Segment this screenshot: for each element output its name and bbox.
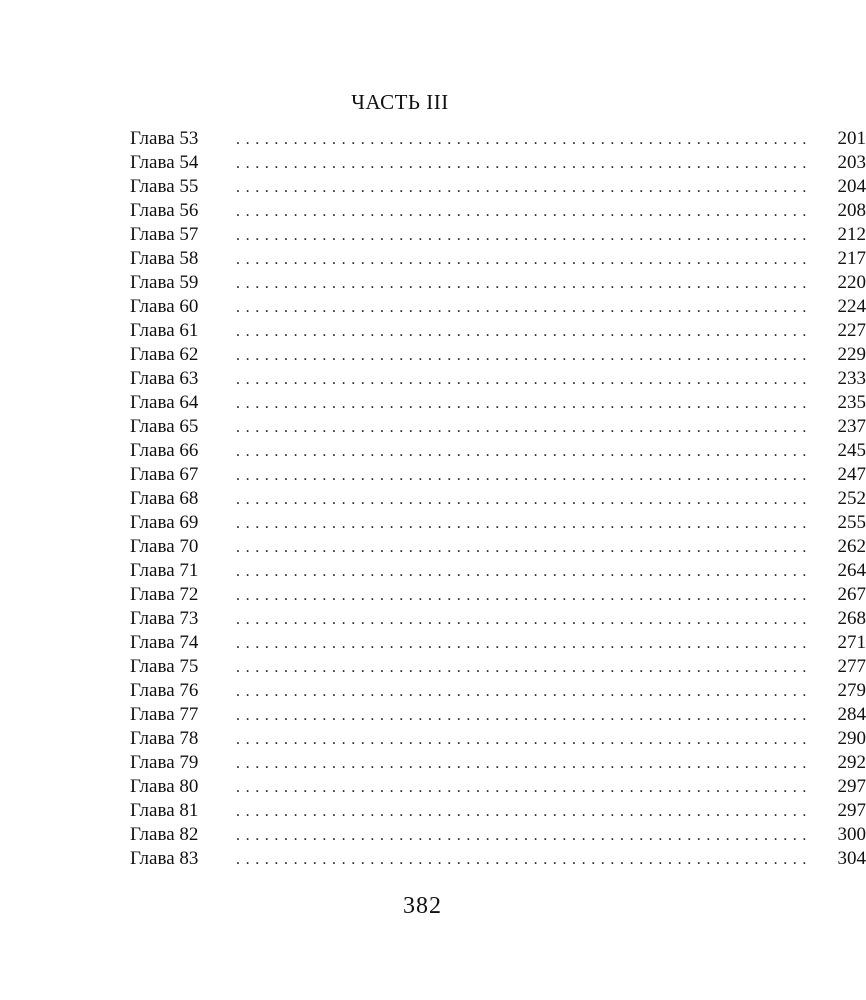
chapter-title: Глава 58 (130, 248, 199, 269)
toc-entry (130, 631, 866, 655)
chapter-page-number: 252 (837, 488, 866, 509)
dot-leader: ............................................................ (236, 251, 812, 268)
chapter-title: Глава 57 (130, 224, 199, 245)
chapter-page-number: 212 (837, 224, 866, 245)
toc-entry (130, 319, 866, 343)
chapter-title: Глава 83 (130, 848, 199, 869)
chapter-page-number: 304 (837, 848, 866, 869)
chapter-title: Глава 60 (130, 296, 199, 317)
chapter-page-number: 277 (837, 656, 866, 677)
chapter-page-number: 220 (837, 272, 866, 293)
dot-leader: ............................................................ (236, 683, 812, 700)
dot-leader: ............................................................ (236, 635, 812, 652)
chapter-title: Глава 55 (130, 176, 199, 197)
dot-leader: ............................................................ (236, 827, 812, 844)
dot-leader: ............................................................ (236, 587, 812, 604)
chapter-title: Глава 81 (130, 800, 199, 821)
chapter-page-number: 217 (837, 248, 866, 269)
toc-entry (130, 463, 866, 487)
chapter-title: Глава 64 (130, 392, 199, 413)
chapter-page-number: 227 (837, 320, 866, 341)
dot-leader: ............................................................ (236, 203, 812, 220)
chapter-page-number: 237 (837, 416, 866, 437)
dot-leader: ............................................................ (236, 275, 812, 292)
chapter-title: Глава 79 (130, 752, 199, 773)
dot-leader: ............................................................ (236, 707, 812, 724)
chapter-page-number: 271 (837, 632, 866, 653)
chapter-title: Глава 74 (130, 632, 199, 653)
dot-leader: ............................................................ (236, 491, 812, 508)
toc-entry (130, 343, 866, 367)
toc-entry (130, 727, 866, 751)
chapter-page-number: 235 (837, 392, 866, 413)
toc-entry (130, 199, 866, 223)
toc-entry (130, 391, 866, 415)
chapter-title: Глава 78 (130, 728, 199, 749)
chapter-page-number: 208 (837, 200, 866, 221)
chapter-title: Глава 67 (130, 464, 199, 485)
dot-leader: ............................................................ (236, 179, 812, 196)
dot-leader: ............................................................ (236, 515, 812, 532)
toc-entry (130, 583, 866, 607)
chapter-page-number: 267 (837, 584, 866, 605)
toc-entry (130, 295, 866, 319)
table-of-contents (130, 127, 866, 871)
toc-entry (130, 535, 866, 559)
toc-entry (130, 415, 866, 439)
dot-leader: ............................................................ (236, 659, 812, 676)
dot-leader: ............................................................ (236, 227, 812, 244)
chapter-page-number: 268 (837, 608, 866, 629)
chapter-title: Глава 75 (130, 656, 199, 677)
chapter-title: Глава 61 (130, 320, 199, 341)
chapter-page-number: 262 (837, 536, 866, 557)
section-heading: ЧАСТЬ III (351, 90, 449, 114)
chapter-page-number: 203 (837, 152, 866, 173)
toc-entry (130, 775, 866, 799)
chapter-title: Глава 54 (130, 152, 199, 173)
toc-entry (130, 247, 866, 271)
toc-entry (130, 751, 866, 775)
chapter-page-number: 284 (837, 704, 866, 725)
toc-entry (130, 487, 866, 511)
chapter-title: Глава 68 (130, 488, 199, 509)
dot-leader: ............................................................ (236, 851, 812, 868)
chapter-title: Глава 62 (130, 344, 199, 365)
dot-leader: ............................................................ (236, 371, 812, 388)
dot-leader: ............................................................ (236, 443, 812, 460)
toc-entry (130, 655, 866, 679)
dot-leader: ............................................................ (236, 539, 812, 556)
toc-entry (130, 511, 866, 535)
toc-entry (130, 799, 866, 823)
dot-leader: ............................................................ (236, 803, 812, 820)
chapter-page-number: 204 (837, 176, 866, 197)
chapter-title: Глава 76 (130, 680, 199, 701)
dot-leader: ............................................................ (236, 467, 812, 484)
chapter-page-number: 297 (837, 776, 866, 797)
toc-entry (130, 679, 866, 703)
chapter-page-number: 233 (837, 368, 866, 389)
chapter-title: Глава 56 (130, 200, 199, 221)
toc-entry (130, 607, 866, 631)
chapter-title: Глава 80 (130, 776, 199, 797)
toc-entry (130, 559, 866, 583)
toc-entry (130, 703, 866, 727)
dot-leader: ............................................................ (236, 299, 812, 316)
dot-leader: ............................................................ (236, 131, 812, 148)
chapter-title: Глава 72 (130, 584, 199, 605)
chapter-title: Глава 53 (130, 128, 199, 149)
chapter-page-number: 264 (837, 560, 866, 581)
dot-leader: ............................................................ (236, 347, 812, 364)
chapter-page-number: 201 (837, 128, 866, 149)
chapter-title: Глава 70 (130, 536, 199, 557)
dot-leader: ............................................................ (236, 611, 812, 628)
toc-entry (130, 151, 866, 175)
chapter-title: Глава 63 (130, 368, 199, 389)
chapter-page-number: 247 (837, 464, 866, 485)
chapter-page-number: 279 (837, 680, 866, 701)
dot-leader: ............................................................ (236, 395, 812, 412)
dot-leader: ............................................................ (236, 419, 812, 436)
chapter-title: Глава 65 (130, 416, 199, 437)
dot-leader: ............................................................ (236, 779, 812, 796)
dot-leader: ............................................................ (236, 755, 812, 772)
dot-leader: ............................................................ (236, 731, 812, 748)
toc-entry (130, 847, 866, 871)
chapter-page-number: 300 (837, 824, 866, 845)
dot-leader: ............................................................ (236, 323, 812, 340)
dot-leader: ............................................................ (236, 563, 812, 580)
toc-entry (130, 271, 866, 295)
toc-entry (130, 823, 866, 847)
toc-entry (130, 439, 866, 463)
chapter-title: Глава 59 (130, 272, 199, 293)
chapter-page-number: 297 (837, 800, 866, 821)
page-number: 382 (403, 893, 442, 919)
chapter-page-number: 255 (837, 512, 866, 533)
chapter-title: Глава 69 (130, 512, 199, 533)
chapter-page-number: 292 (837, 752, 866, 773)
toc-entry (130, 367, 866, 391)
toc-entry (130, 127, 866, 151)
chapter-title: Глава 71 (130, 560, 199, 581)
toc-entry (130, 223, 866, 247)
chapter-page-number: 229 (837, 344, 866, 365)
chapter-title: Глава 77 (130, 704, 199, 725)
toc-entry (130, 175, 866, 199)
chapter-title: Глава 73 (130, 608, 199, 629)
chapter-title: Глава 82 (130, 824, 199, 845)
chapter-page-number: 224 (837, 296, 866, 317)
chapter-page-number: 245 (837, 440, 866, 461)
chapter-title: Глава 66 (130, 440, 199, 461)
chapter-page-number: 290 (837, 728, 866, 749)
dot-leader: ............................................................ (236, 155, 812, 172)
